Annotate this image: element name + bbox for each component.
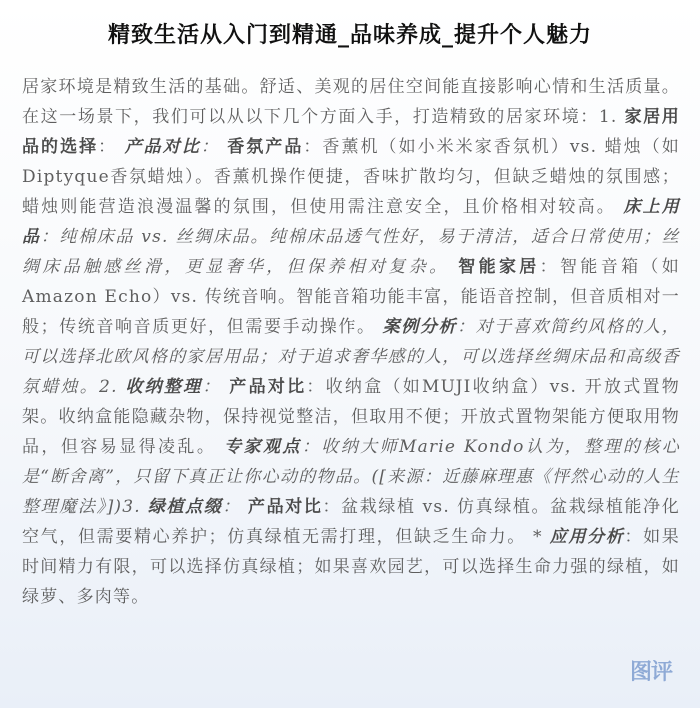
italic-text-segment: ：: [222, 497, 249, 517]
article-body: [22, 72, 680, 612]
bold-label: 产品对比: [229, 377, 307, 397]
page-title: 精致生活从入门到精通_品味养成_提升个人魅力: [107, 22, 592, 48]
bold-label: 产品对比: [248, 497, 323, 517]
bold-label: 家居用品的选择: [22, 107, 680, 157]
body-text-segment: ：如果时间精力有限，可以选择仿真绿植；如果喜欢园艺，可以选择生命力强的绿植，如绿萝、多肉等。: [22, 527, 680, 607]
body-text-segment: ：收纳盒（如MUJI收纳盒）vs. 开放式置物架。收纳盒能隐藏杂物，保持视觉整洁，但取用不便；开放式置物架能方便取用物品，但容易显得凌乱。: [22, 377, 680, 457]
bold-label: 产品对比: [124, 137, 201, 157]
bold-label: 应用分析: [549, 527, 625, 547]
bold-label: 收纳整理: [125, 377, 203, 397]
italic-text-segment: ：收纳大师Marie Kondo认为，整理的核心是“断舍离”，只留下真正让你心动的物品。([来源：近藤麻理惠《怦然心动的人生整理魔法》])3.: [22, 437, 680, 517]
italic-text-segment: ：纯棉床品 vs. 丝绸床品。纯棉床品透气性好，易于清洁，适合日常使用；丝绸床品触感丝滑，更显奢华，但保养相对复杂。: [22, 227, 680, 277]
bold-label: 智能家居: [458, 257, 540, 277]
bold-label: 床上用品: [22, 197, 680, 247]
bold-label: 案例分析: [382, 317, 458, 337]
body-text-segment: ：智能音箱（如Amazon Echo）vs. 传统音响。智能音箱功能丰富，能语音控制，但音质相对一般；传统音响音质更好，但需要手动操作。: [22, 257, 680, 337]
bold-label: 绿植点缀: [147, 497, 223, 517]
body-text-segment: ：香薰机（如小米米家香氛机）vs. 蜡烛（如Diptyque香氛蜡烛）。香薰机操作便捷，香味扩散均匀，但缺乏蜡烛的氛围感；蜡烛则能营造浪漫温馨的氛围，但使用需注意安全，且价格相对较高。: [22, 137, 680, 217]
italic-text-segment: ：: [202, 377, 230, 397]
watermark-logo: 图评: [630, 660, 673, 685]
bold-label: 香氛产品: [227, 137, 304, 157]
italic-text-segment: ：对于喜欢简约风格的人，可以选择北欧风格的家居用品；对于追求奢华感的人，可以选择丝绸床品和高级香氛蜡烛。2.: [22, 317, 680, 397]
body-text-segment: 居家环境是精致生活的基础。舒适、美观的居住空间能直接影响心情和生活质量。在这一场景下，我们可以从以下几个方面入手，打造精致的居家环境：1.: [22, 77, 680, 127]
italic-text-segment: ：: [200, 137, 228, 157]
body-text-segment: ：盆栽绿植 vs. 仿真绿植。盆栽绿植能净化空气，但需要精心养护；仿真绿植无需打理，但缺乏生命力。 *: [22, 497, 680, 547]
bold-label: 专家观点: [224, 437, 302, 457]
body-text-segment: ：: [98, 137, 125, 157]
